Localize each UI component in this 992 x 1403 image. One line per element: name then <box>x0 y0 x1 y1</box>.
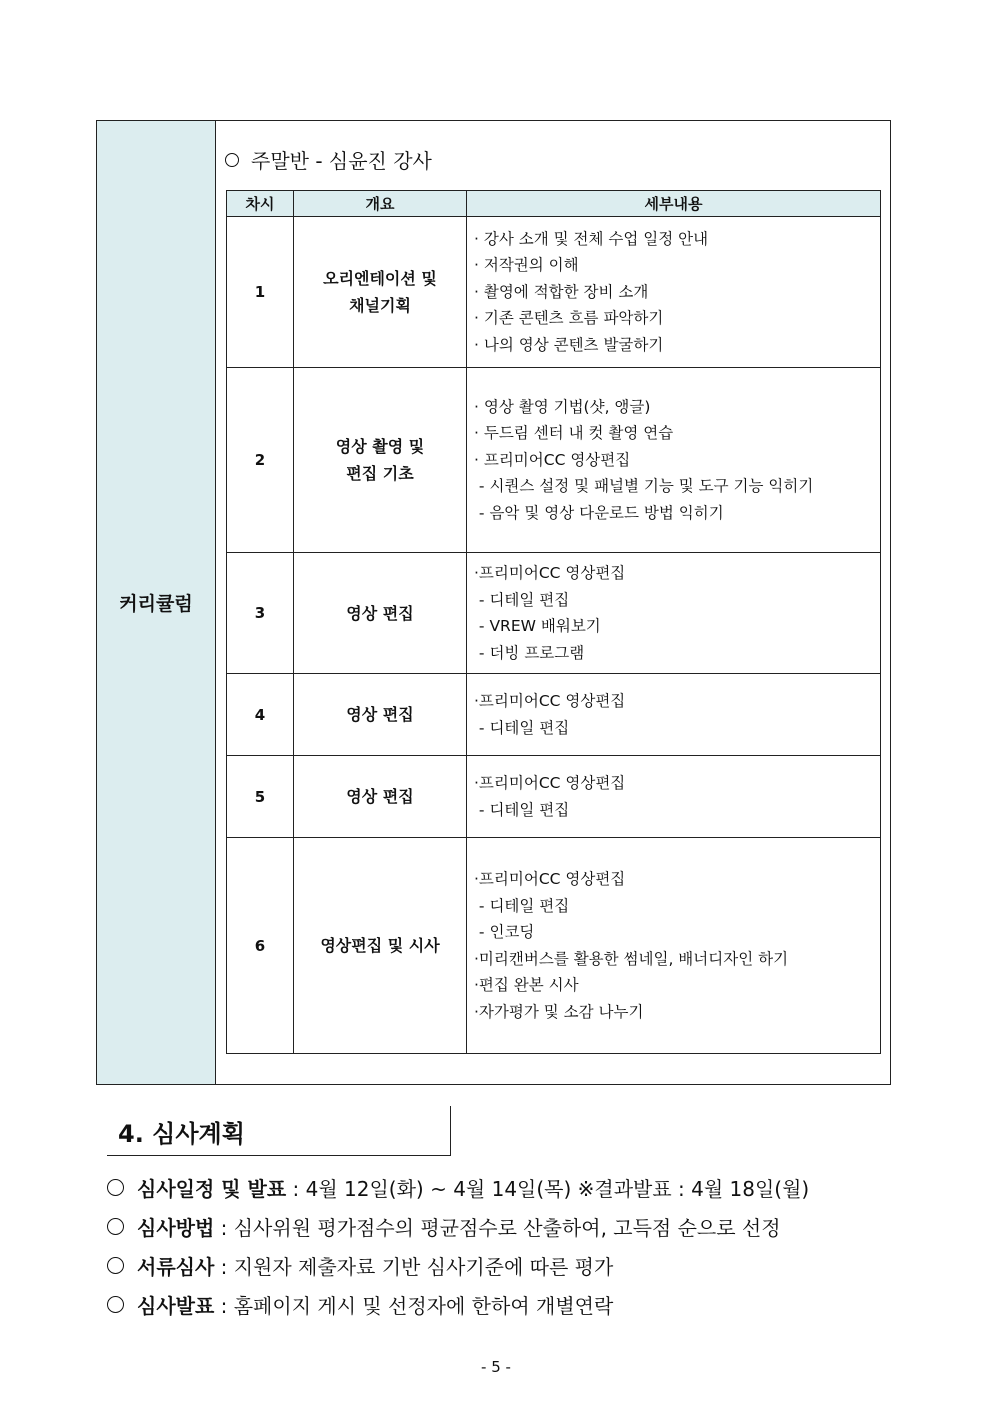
overview-line: 영상 편집 <box>346 787 414 806</box>
circle-bullet-icon <box>107 1218 124 1235</box>
session-details <box>467 217 881 368</box>
detail-line: ·프리미어CC 영상편집 <box>474 774 626 792</box>
session-overview <box>294 553 467 674</box>
review-item-text: : 홈페이지 게시 및 선정자에 한하여 개별연락 <box>214 1294 614 1318</box>
header-session: 차시 <box>227 191 294 217</box>
review-item-text: : 4월 12일(화) ~ 4월 14일(목) ※결과발표 : 4월 18일(월) <box>286 1177 810 1201</box>
table-row <box>227 368 881 553</box>
detail-line: · 저작권의 이해 <box>474 256 579 275</box>
circle-bullet-icon <box>107 1179 124 1196</box>
overview-line: 채널기획 <box>349 296 411 315</box>
overview-line: 오리엔테이션 및 <box>323 269 437 288</box>
table-row <box>227 217 881 368</box>
circle-bullet-icon <box>107 1296 124 1313</box>
detail-line: - 디테일 편집 <box>474 718 570 737</box>
header-overview: 개요 <box>294 191 467 217</box>
review-item-schedule <box>107 1173 809 1202</box>
detail-line: ·프리미어CC 영상편집 <box>474 692 626 710</box>
detail-line: - 인코딩 <box>474 923 535 941</box>
review-item-document <box>107 1251 613 1280</box>
session-details <box>467 838 881 1054</box>
review-item-announcement <box>107 1290 613 1319</box>
overview-line: 영상 편집 <box>346 603 414 623</box>
session-number: 2 <box>227 368 294 553</box>
session-details <box>467 674 881 756</box>
session-details <box>467 553 881 674</box>
table-row <box>227 838 881 1054</box>
detail-line: ·미리캔버스를 활용한 썸네일, 배너디자인 하기 <box>474 949 789 968</box>
table-header-row <box>227 191 881 217</box>
page-number: - 5 - <box>481 1358 511 1376</box>
circle-bullet-icon <box>107 1257 124 1274</box>
detail-line: ·자가평가 및 소감 나누기 <box>474 1002 644 1021</box>
detail-line: ·편집 완본 시사 <box>474 976 579 994</box>
curriculum-box <box>96 120 891 1085</box>
detail-line: - 음악 및 영상 다운로드 방법 익히기 <box>474 503 724 522</box>
detail-line: · 촬영에 적합한 장비 소개 <box>474 282 649 301</box>
table-row <box>227 553 881 674</box>
table-row <box>227 674 881 756</box>
review-item-method <box>107 1212 781 1241</box>
session-number: 4 <box>227 674 294 756</box>
review-item-text: : 지원자 제출자료 기반 심사기준에 따른 평가 <box>214 1255 614 1279</box>
overview-line: 영상 촬영 및 <box>335 437 425 456</box>
session-details <box>467 368 881 553</box>
review-item-label: 심사방법 <box>137 1216 215 1240</box>
session-number: 5 <box>227 756 294 838</box>
session-details <box>467 756 881 838</box>
detail-line: · 영상 촬영 기법(샷, 앵글) <box>474 397 651 416</box>
detail-line: · 나의 영상 콘텐츠 발굴하기 <box>474 335 664 354</box>
session-overview <box>294 674 467 756</box>
review-plan-heading <box>107 1106 451 1156</box>
detail-line: · 프리미어CC 영상편집 <box>474 450 631 469</box>
curriculum-label: 커리큘럼 <box>97 121 216 1084</box>
review-item-label: 심사일정 및 발표 <box>137 1177 287 1201</box>
detail-line: - 디테일 편집 <box>474 800 570 819</box>
table-row <box>227 756 881 838</box>
review-heading-text: 4. 심사계획 <box>118 1120 245 1148</box>
review-item-text: : 심사위원 평가점수의 평균점수로 산출하여, 고득점 순으로 선정 <box>214 1216 781 1240</box>
subheading-text: 주말반 - 심윤진 강사 <box>251 149 432 173</box>
curriculum-table <box>226 190 881 1054</box>
session-number: 1 <box>227 217 294 368</box>
session-number: 3 <box>227 553 294 674</box>
detail-line: - VREW 배워보기 <box>474 617 601 635</box>
review-item-label: 심사발표 <box>137 1294 215 1318</box>
detail-line: · 기존 콘텐츠 흐름 파악하기 <box>474 309 664 328</box>
session-overview <box>294 217 467 368</box>
session-overview <box>294 368 467 553</box>
detail-line: - 더빙 프로그램 <box>474 643 585 662</box>
detail-line: · 강사 소개 및 전체 수업 일정 안내 <box>474 229 709 248</box>
curriculum-subheading <box>225 145 432 174</box>
detail-line: ·프리미어CC 영상편집 <box>474 564 626 582</box>
detail-line: - 시퀀스 설정 및 패널별 기능 및 도구 기능 익히기 <box>474 477 814 496</box>
review-item-label: 서류심사 <box>137 1255 215 1279</box>
header-details: 세부내용 <box>467 191 881 217</box>
curriculum-content <box>216 121 890 1084</box>
detail-line: ·프리미어CC 영상편집 <box>474 870 626 888</box>
session-overview <box>294 838 467 1054</box>
session-number: 6 <box>227 838 294 1054</box>
overview-line: 편집 기초 <box>346 464 414 483</box>
detail-line: · 두드림 센터 내 컷 촬영 연습 <box>474 424 674 443</box>
overview-line: 영상 편집 <box>346 705 414 724</box>
overview-line: 영상편집 및 시사 <box>320 936 440 955</box>
detail-line: - 디테일 편집 <box>474 590 570 609</box>
circle-bullet-icon <box>225 153 239 167</box>
detail-line: - 디테일 편집 <box>474 896 570 915</box>
session-overview <box>294 756 467 838</box>
